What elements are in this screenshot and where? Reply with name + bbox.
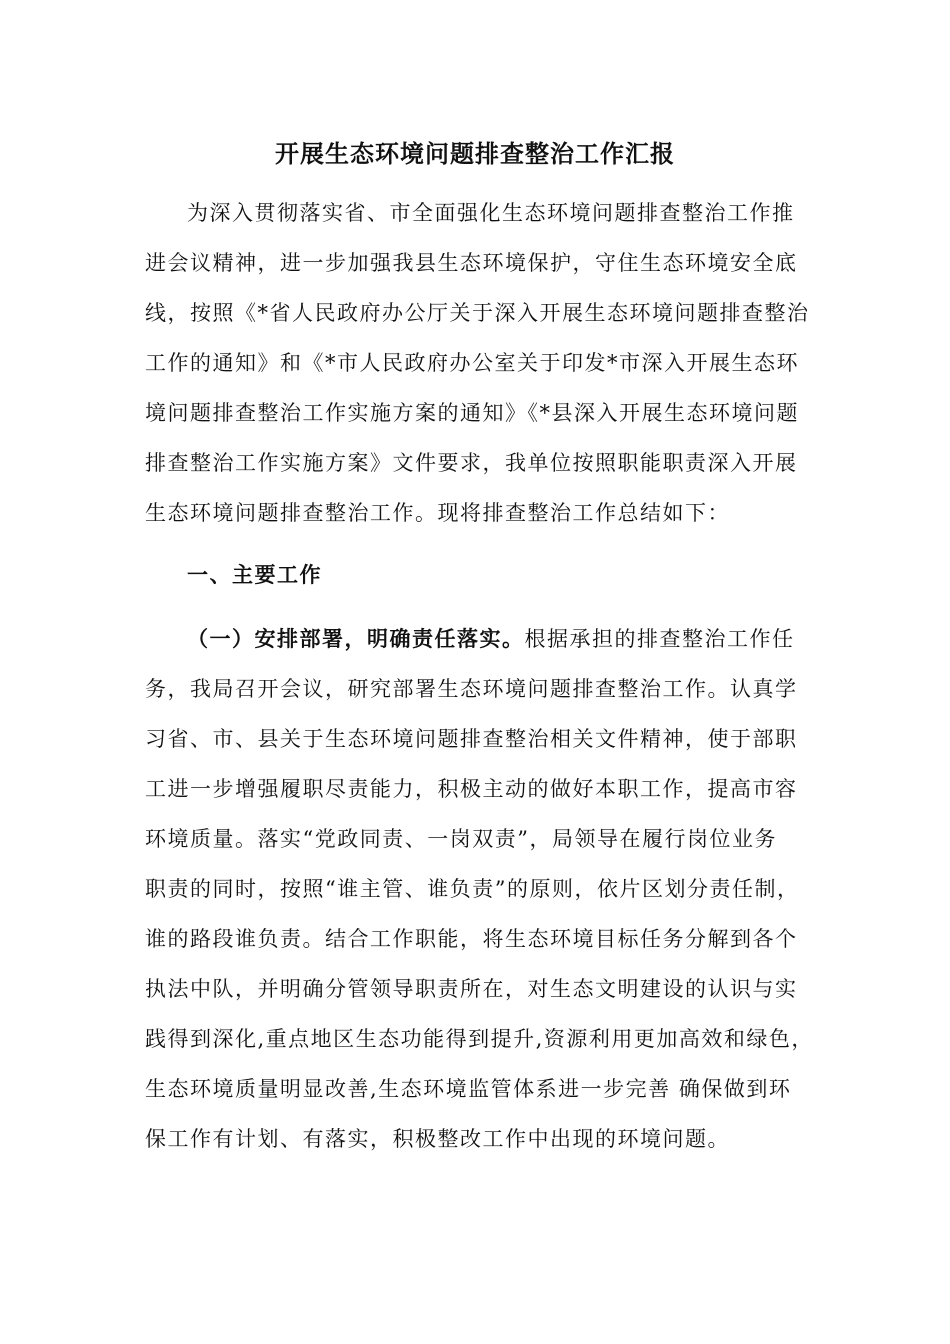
intro-line-3: 线，按照《*省人民政府办公厅关于深入开展生态环境问题排查整治 xyxy=(145,301,810,325)
subsection-1-line-8: 执法中队，并明确分管领导职责所在，对生态文明建设的认识与实 xyxy=(145,977,798,1001)
intro-line-6: 排查整治工作实施方案》文件要求，我单位按照职能职责深入开展 xyxy=(145,451,798,475)
intro-line-7: 生态环境问题排查整治工作。现将排查整治工作总结如下： xyxy=(145,501,730,525)
section-heading-main-work: 一、主要工作 xyxy=(187,563,322,587)
intro-line-5: 境问题排查整治工作实施方案的通知》《*县深入开展生态环境问题 xyxy=(145,401,799,425)
subsection-1-line-3: 习省、市、县关于生态环境问题排查整治相关文件精神，使于部职 xyxy=(145,727,798,751)
subsection-1-line-6: 职责的同时，按照“谁主管、谁负责”的原则，依片区划分责任制， xyxy=(145,877,800,901)
intro-line-1: 为深入贯彻落实省、市全面强化生态环境问题排查整治工作推 xyxy=(187,201,795,225)
subsection-1-line-11: 保工作有计划、有落实，积极整改工作中出现的环境问题。 xyxy=(145,1127,730,1151)
document-title: 开展生态环境问题排查整治工作汇报 xyxy=(275,140,675,168)
intro-line-4: 工作的通知》和《*市人民政府办公室关于印发*市深入开展生态环 xyxy=(145,351,799,375)
intro-line-2: 进会议精神，进一步加强我县生态环境保护，守住生态环境安全底 xyxy=(145,251,798,275)
subsection-1-line-9: 践得到深化,重点地区生态功能得到提升,资源利用更加高效和绿色， xyxy=(145,1027,814,1051)
subsection-1-lead: （一）安排部署，明确责任落实。 xyxy=(187,627,525,651)
subsection-1-line-10: 生态环境质量明显改善,生态环境监管体系进一步完善 确保做到环 xyxy=(145,1077,792,1101)
subsection-1-line-7: 谁的路段谁负责。结合工作职能，将生态环境目标任务分解到各个 xyxy=(145,927,798,951)
subsection-1-line-2: 务，我局召开会议，研究部署生态环境问题排查整治工作。认真学 xyxy=(145,677,798,701)
subsection-1-line-4: 工进一步增强履职尽责能力，积极主动的做好本职工作，提高市容 xyxy=(145,777,798,801)
subsection-1-first-line xyxy=(187,624,825,654)
subsection-1-line-5: 环境质量。落实“党政同责、一岗双责”，局领导在履行岗位业务 xyxy=(145,827,777,851)
subsection-1-first-line-text: 根据承担的排查整治工作任 xyxy=(524,627,795,651)
